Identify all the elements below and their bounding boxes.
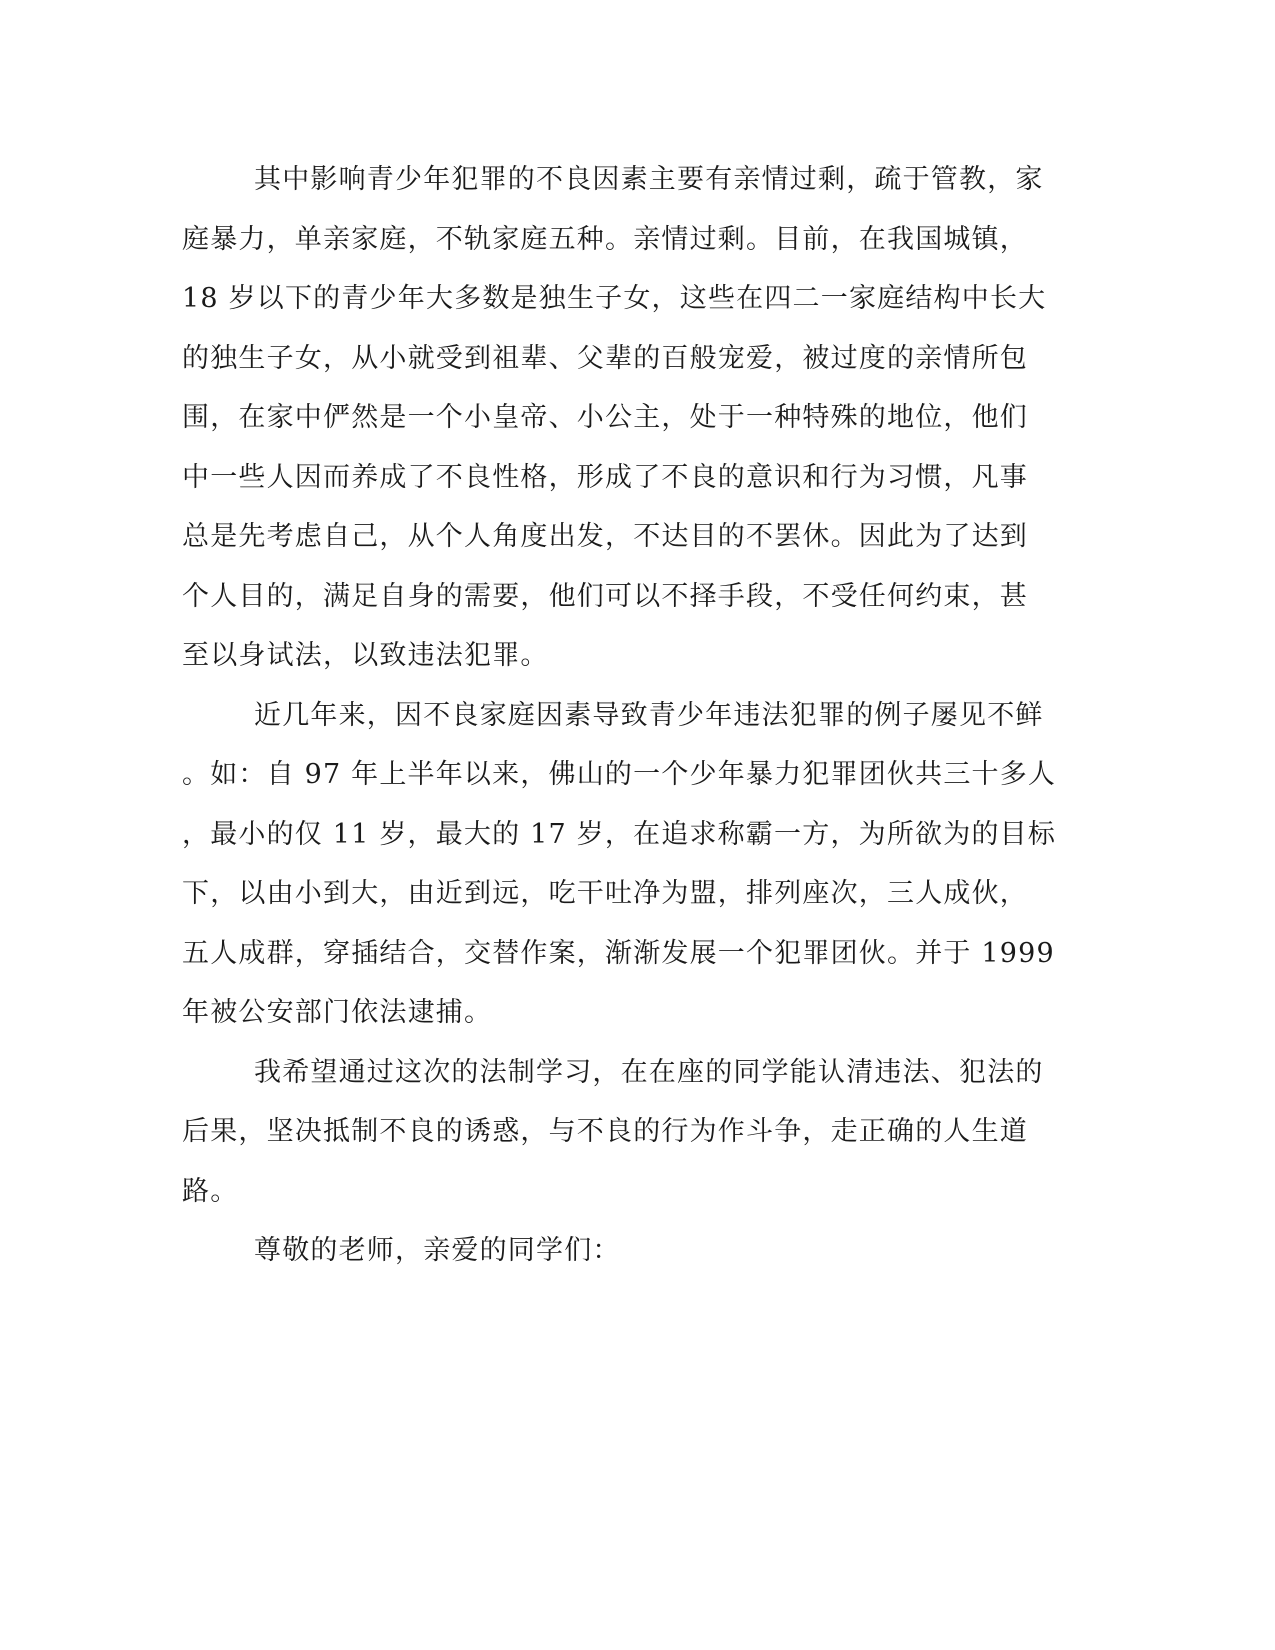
paragraph-line: 中一些人因而养成了不良性格，形成了不良的意识和行为习惯，凡事 [182,461,1028,493]
paragraph-line: 。如：自 97 年上半年以来，佛山的一个少年暴力犯罪团伙共三十多人 [182,759,1057,790]
paragraph-line: 总是先考虑自己，从个人角度出发，不达目的不罢休。因此为了达到 [182,521,1028,552]
paragraph-line: 下，以由小到大，由近到远，吃干吐净为盟，排列座次，三人成伙， [182,878,1028,909]
paragraph-line: 后果，坚决抵制不良的诱惑，与不良的行为作斗争，走正确的人生道 [182,1116,1028,1147]
paragraph-line: 年被公安部门依法逮捕。 [182,997,493,1028]
salutation-line: 尊敬的老师，亲爱的同学们： [254,1235,621,1266]
paragraph-line: 庭暴力，单亲家庭，不轨家庭五种。亲情过剩。目前，在我国城镇， [182,223,1028,255]
paragraph-line: 路。 [182,1175,239,1207]
paragraph-2 [182,686,1057,1043]
paragraph-3 [182,1043,1044,1222]
paragraph-line: 18 岁以下的青少年大多数是独生子女，这些在四二一家庭结构中长大 [182,283,1047,314]
paragraph-line: 的独生子女，从小就受到祖辈、父辈的百般宠爱，被过度的亲情所包 [182,342,1028,374]
paragraph-line: 我希望通过这次的法制学习，在在座的同学能认清违法、犯法的 [254,1056,1044,1088]
paragraph-line: 五人成群，穿插结合，交替作案，渐渐发展一个犯罪团伙。并于 1999 [182,937,1055,969]
document-body [182,150,1057,1281]
paragraph-line: 个人目的，满足自身的需要，他们可以不择手段，不受任何约束，甚 [182,580,1028,612]
paragraph-line: 其中影响青少年犯罪的不良因素主要有亲情过剩，疏于管教，家 [254,164,1044,195]
paragraph-4 [182,1221,1032,1281]
paragraph-1 [182,150,1047,686]
paragraph-line: ，最小的仅 11 岁，最大的 17 岁，在追求称霸一方，为所欲为的目标 [182,818,1057,850]
paragraph-line: 至以身试法，以致违法犯罪。 [182,640,549,671]
paragraph-line: 近几年来，因不良家庭因素导致青少年违法犯罪的例子屡见不鲜 [254,699,1044,731]
paragraph-line: 围，在家中俨然是一个小皇帝、小公主，处于一种特殊的地位，他们 [182,402,1028,433]
